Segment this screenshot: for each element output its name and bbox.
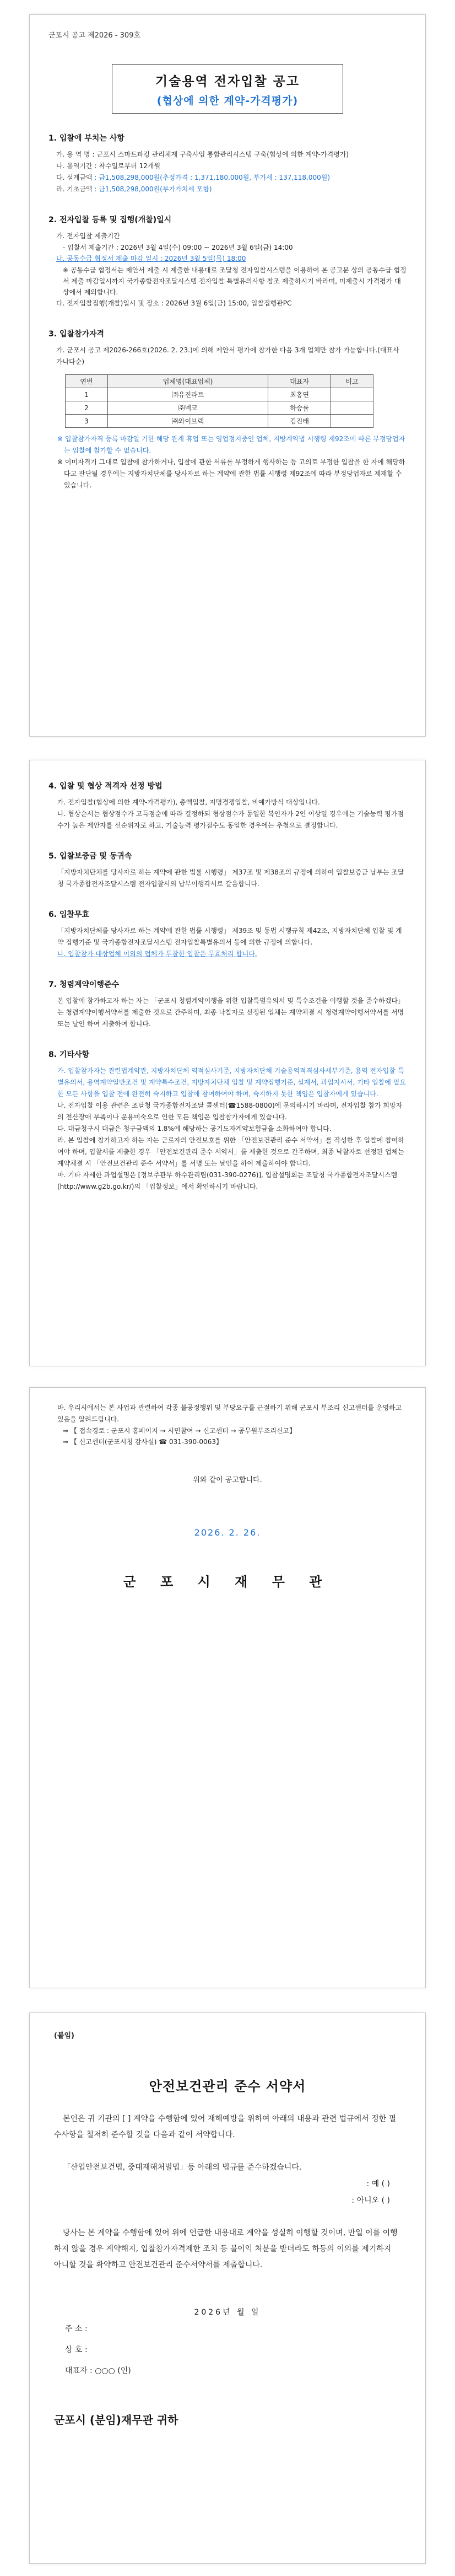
section-6 xyxy=(48,909,407,960)
section-5-p1: 「지방자치단체를 당사자로 하는 계약에 관한 법률 시행령」 제37조 및 제38조의 규정에 의하여 입찰보증금 납부는 조달청 국가종합전자조달시스템 전자입찰서의 납부이행각서로 갈음합니다. xyxy=(57,868,404,888)
table-cell: 1 xyxy=(66,388,108,401)
section-3-heading: 3. 입찰참가자격 xyxy=(48,330,105,339)
sign-address: 주 소 : xyxy=(65,2325,88,2333)
table-cell: 최홍연 xyxy=(268,388,331,401)
report-center-phone: ⇒ 【 신고센터(군포시청 감사실) ☎ 031-390-0063】 xyxy=(63,1438,223,1446)
row-design-amount: 다. 설계금액 : 금1,508,298,000원(추정가격 : 1,371,180,000원, 부가세 : 137,118,000원) xyxy=(56,174,331,181)
document-page-3 xyxy=(29,1387,426,1988)
annex-label: (붙임) xyxy=(54,2032,74,2040)
annex-addressee: 군포시 (분임)재무관 귀하 xyxy=(54,2413,178,2427)
section-4-heading: 4. 입찰 및 협상 적격자 선정 방법 xyxy=(48,782,162,791)
row-consortium-deadline: 나. 공동수급 협정서 제출 마감 일시 : 2026년 3월 5일(목) 18:00 xyxy=(56,255,246,262)
table-row xyxy=(66,388,373,401)
row-base-amount: 라. 기초금액 : 금1,508,298,000원(부가가치세 포함) xyxy=(56,185,212,193)
row-service-name: 가. 용 역 명 : 군포시 스마트파킹 관리체계 구축사업 통합관리시스템 구축(협상에 의한 계약-가격평가) xyxy=(56,151,349,158)
section-8-p1: 가. 입찰참가자는 관련법계약관, 지방자치단체 역적심사기준, 지방자치단체 기술용역적격심사세부기준, 용역 전자입찰 특별유의서, 용역계약일반조건 및 계약특수조건, 지방자치단체 입찰 및 계약집행기준, 설계서, 과업지시서, 기타 입찰에 필요한 모든 사항을 입찰 전에 완전히 숙지하고 입찰에 참여하여야 하며, 숙지하지 못한 책임은 입찰자에게 있습니다. xyxy=(57,1067,406,1098)
section-5-heading: 5. 입찰보증금 및 동귀속 xyxy=(48,852,132,861)
table-cell: ㈜와이브랙 xyxy=(107,415,268,428)
row-submit-period: 가. 전자입찰 제출기간 xyxy=(56,232,120,240)
section-8-p2: 나. 전자입찰 이용 관련은 조달청 국가종합전자조달 콜센터(☎1588-0800)에 문의하시기 바라며, 전자입찰 참가 희망자의 전산장애 부족이나 운용미숙으로 인한 모든 책임은 입찰참가자에게 있습니다. xyxy=(57,1102,403,1121)
table-cell: ㈜넥코 xyxy=(107,401,268,415)
row-opening-date: 다. 전자입찰집행(개찰)일시 및 장소 : 2026년 3월 6일(금) 15:00, 입찰집행관PC xyxy=(56,299,292,307)
section-8-p3: 다. 대금청구시 대금은 청구금액의 1.8%에 해당하는 공기도자계약보험금을 소화하여야 합니다. xyxy=(57,1125,332,1133)
document-page-2 xyxy=(29,760,426,1366)
page-subtitle: (협상에 의한 계약-가격평가) xyxy=(156,95,299,107)
section-8-p4: 라. 본 입찰에 참가하고자 하는 자는 근로자의 안전보호를 위한 「안전보건관리 준수 서약서」를 작성한 후 입찰에 참여하여야 하며, 입찰서를 제출한 경우 「안전보건관리 준수 서약서」를 제출한 것으로 간주하며, 최종 낙찰자로 선정된 업체는 계약체결 시 「안전보건관리 준수 서약서」를 서명 또는 날인을 하여 제출하여야 합니다. xyxy=(57,1136,404,1167)
annex-title: 안전보건관리 준수 서약서 xyxy=(149,2079,306,2094)
section-1-heading: 1. 입찰에 부치는 사항 xyxy=(48,134,124,143)
table-header: 대표자 xyxy=(268,375,331,388)
issuer-name: 군 포 시 재 무 관 xyxy=(123,1574,332,1590)
section-6-p1: 「지방자치단체를 당사자로 하는 계약에 관한 법률 시행령」 제39조 및 동법 시행규칙 제42조, 지방자치단체 입찰 및 계약 집행기준 및 국가종합전자조달시스템 전자입찰특별유의서 등에 의한 규정에 의합니다. xyxy=(57,927,402,946)
table-cell: 3 xyxy=(66,415,108,428)
section-6-heading: 6. 입찰무효 xyxy=(48,910,90,919)
section-8 xyxy=(48,1049,407,1193)
row-submit-range: - 입찰서 제출기간 : 2026년 3월 4일(수) 09:00 ~ 2026년 3월 6일(금) 14:00 xyxy=(63,244,293,251)
notice-statement: 위와 같이 공고합니다. xyxy=(193,1476,262,1484)
section-5 xyxy=(48,850,407,890)
page-title: 기술용역 전자입찰 공고 xyxy=(155,74,300,89)
pledge-paragraph-2: 「산업안전보건법, 중대재해처벌법」등 아래의 법규를 준수하겠습니다. xyxy=(63,2163,302,2172)
report-center-note: 바. 우리시에서는 본 사업과 관련하여 각종 불공정행위 및 부당요구를 근절하기 위해 군포시 부조리 신고센터를 운영하고 있음을 알려드립니다. xyxy=(57,1404,402,1423)
section-8-heading: 8. 기타사항 xyxy=(48,1050,90,1059)
section-4-p2: 나. 협상순서는 협상점수가 고득점순에 따라 결정하되 협상점수가 동일한 복인자가 2인 이상일 경우에는 기술능력 평가점수가 높은 제안자를 선순위자로 하고, 기술능력 평가점수도 동일한 경우에는 추첨으로 결정합니다. xyxy=(57,810,404,829)
section-7 xyxy=(48,979,407,1030)
table-cell xyxy=(331,415,373,428)
row-consortium-note: ※ 공동수급 협정서는 제안서 제출 시 제출한 내용대로 조달청 전자입찰시스템을 이용하여 본 공고문 상의 공동수급 협정서 제출 마감일시까지 국가종합전자조달시스템 전자입찰 특별유의사항 참조 제출하시기 바라며, 미제출시 가격평가 대상에서 제외합니다. xyxy=(63,266,407,296)
pledge-paragraph-1: 본인은 귀 기관의 [ ] 계약을 수행함에 있어 재해예방을 위하여 아래의 내용과 관련 법규에서 정한 필수사항을 철저히 준수할 것을 다음과 같이 서약합니다. xyxy=(54,2115,397,2139)
section-2 xyxy=(48,214,407,309)
sign-date: 2026년 월 일 xyxy=(194,2308,261,2317)
table-cell xyxy=(331,401,373,415)
qualification-note-2: ※ 이미자격기 그대로 입찰에 참가하거나, 입찰에 관한 서류를 부정하게 행사하는 등 고의로 부정한 입찰을 한 자에 해당하다고 판단될 경우에는 지방자치단체를 당사자로 하는 계약에 관한 법률 시행령 제92조에 따라 부정당업자로 제재할 수 있습니다. xyxy=(57,458,405,489)
section-3 xyxy=(48,328,407,491)
section-2-heading: 2. 전자입찰 등록 및 집행(개찰)일시 xyxy=(48,216,172,224)
row-period: 나. 용역기간 : 착수일로부터 12개월 xyxy=(56,162,161,170)
table-cell: 김진태 xyxy=(268,415,331,428)
table-row xyxy=(66,415,373,428)
table-cell xyxy=(331,388,373,401)
sign-representative: 대표자 : ○○○ (인) xyxy=(65,2366,131,2375)
table-header: 연번 xyxy=(66,375,108,388)
title-box xyxy=(112,64,343,114)
bidder-table xyxy=(65,374,373,428)
table-header: 업체명(대표업체) xyxy=(107,375,268,388)
table-row xyxy=(66,401,373,415)
section-4 xyxy=(48,780,407,831)
notice-date: 2026. 2. 26. xyxy=(194,1527,261,1538)
table-cell: 2 xyxy=(66,401,108,415)
section-7-heading: 7. 청렴계약이행준수 xyxy=(48,980,120,989)
document-page-4 xyxy=(29,2012,426,2564)
section-4-p1: 가. 전자입찰(협상에 의한 계약-가격평가), 총액입찰, 지명경쟁입찰, 비예가방식 대상입니다. xyxy=(57,798,320,806)
section-7-p1: 본 입찰에 참가하고자 하는 자는 「군포시 청렴계약이행을 위한 입찰특별유의서 및 특수조건을 이행할 것을 준수하겠다」는 청렴계약이행서약서를 제출한 것으로 간주하며, 최종 낙찰자로 선정된 업체는 계약체결 시 청렴계약이행서약서를 서명 또는 날인 하여 제출하여 합니다. xyxy=(57,997,405,1028)
section-1 xyxy=(48,132,407,195)
document-page-1 xyxy=(29,14,426,737)
report-center-path: ⇒ 【 접속경로 : 군포시 홈페이지 → 시민참여 → 신고센터 → 공무원부조리신고】 xyxy=(63,1427,296,1435)
pledge-paragraph-3: 당사는 본 계약을 수행함에 있어 위에 언급한 내용대로 계약을 성실히 이행할 것이며, 만일 이를 이행하지 않을 경우 계약해지, 입찰참가자격제한 조치 등 불이익 처분을 받더라도 하등의 이의를 제기하지 아니할 것을 확약하고 안전보건관리 준수서약서를 제출합니다. xyxy=(54,2229,398,2269)
table-cell: ㈜유진라트 xyxy=(107,388,268,401)
section-6-p2: 나. 입찰참가 대상업체 이외의 업체가 투찰한 입찰은 무효처리 합니다. xyxy=(57,950,257,958)
choice-no[interactable]: : 아니오 ( ) xyxy=(351,2196,390,2205)
section-8-p5: 마. 기타 자세한 과업설명은 [정보주관부 하수관리팀(031-390-0276)], 입찰설명회는 조달청 국가종합전자조달시스템(http://www.g2b.go.kr/)의 「입찰정보」에서 확인하시기 바랍니다. xyxy=(57,1171,398,1190)
choice-yes[interactable]: : 예 ( ) xyxy=(366,2180,390,2188)
table-cell: 하승률 xyxy=(268,401,331,415)
notice-number: 군포시 공고 제2026 - 309호 xyxy=(48,31,141,40)
table-header: 비고 xyxy=(331,375,373,388)
qualification-note-1: ※ 입찰참가자격 등록 마감일 기한 해당 관계 휴업 또는 영업정지중인 업체, 지방계약법 시행령 제92조에 따른 부정당업자는 입찰에 참가할 수 없습니다. xyxy=(57,435,405,454)
sign-company: 상 호 : xyxy=(65,2346,88,2354)
row-qualification: 가. 군포시 공고 제2026-266호(2026. 2. 23.)에 의해 제안서 평가에 참가한 다음 3개 업체만 참가 가능합니다.(대표사 가나다순) xyxy=(56,346,399,366)
